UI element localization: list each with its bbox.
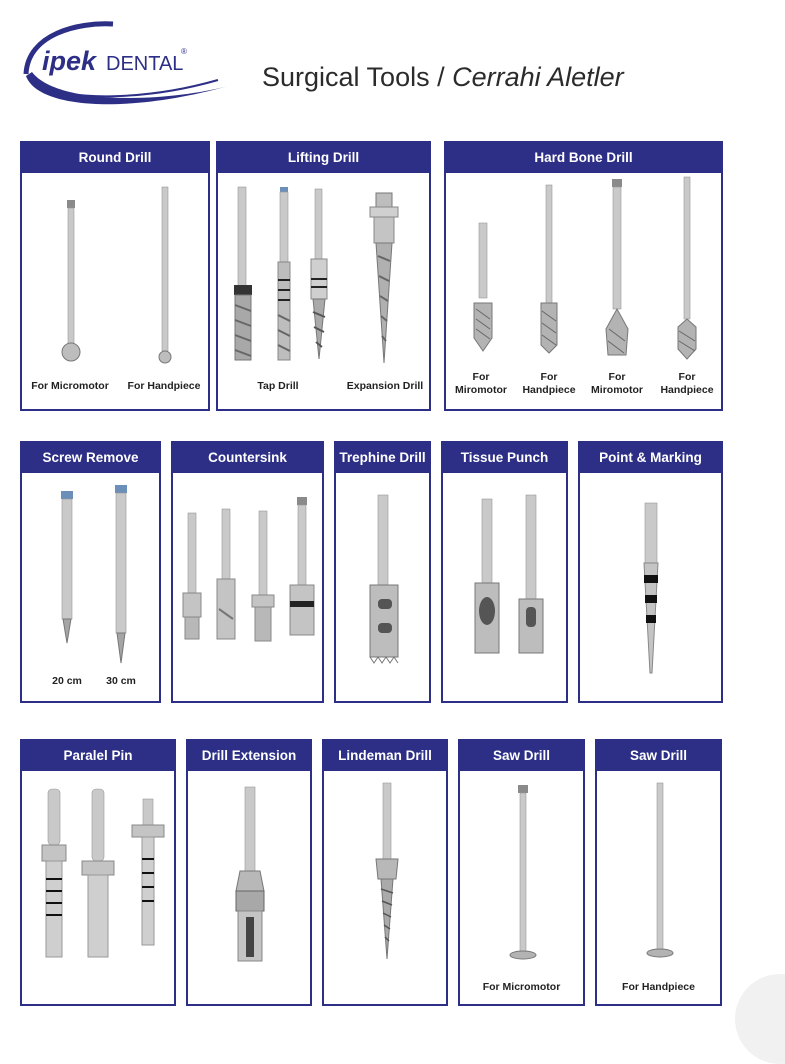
panel-title: Drill Extension bbox=[188, 741, 310, 771]
panel-trephine-drill bbox=[334, 441, 431, 703]
panel-tissue-punch bbox=[441, 441, 568, 703]
saw-drill-micromotor-image bbox=[508, 785, 538, 965]
saw-drill-handpiece-image bbox=[645, 783, 675, 963]
ipek-dental-logo bbox=[18, 14, 238, 114]
panel-title: Hard Bone Drill bbox=[446, 143, 721, 173]
panel-title: Saw Drill bbox=[460, 741, 583, 771]
panel-round-drill bbox=[20, 141, 210, 411]
caption-tap-drill: Tap Drill bbox=[257, 380, 299, 392]
screw-remove-20cm-image bbox=[52, 491, 82, 671]
panel-saw-drill-micromotor bbox=[458, 739, 585, 1006]
caption-for-handpiece: For Handpiece bbox=[622, 981, 695, 993]
paralel-pin-2-image bbox=[78, 789, 118, 961]
panel-title: Point & Marking bbox=[580, 443, 721, 473]
panel-saw-drill-handpiece bbox=[595, 739, 722, 1006]
page-title bbox=[262, 62, 624, 93]
paralel-pin-1-image bbox=[40, 789, 68, 961]
caption-for-micromotor: For Micromotor bbox=[482, 981, 561, 993]
caption-for-handpiece-2: For Handpiece bbox=[660, 371, 714, 396]
countersink-1-image bbox=[179, 513, 205, 653]
expansion-drill-image bbox=[364, 191, 404, 371]
hard-bone-drill-1-image bbox=[468, 223, 498, 353]
tissue-punch-2-image bbox=[513, 495, 549, 659]
hard-bone-drill-2-image bbox=[534, 185, 564, 355]
tap-drill-3-image bbox=[304, 187, 334, 367]
panel-title: Saw Drill bbox=[597, 741, 720, 771]
countersink-3-image bbox=[249, 511, 277, 651]
caption-30cm: 30 cm bbox=[106, 675, 136, 687]
panel-title: Lifting Drill bbox=[218, 143, 429, 173]
tap-drill-2-image bbox=[270, 185, 300, 365]
caption-20cm: 20 cm bbox=[52, 675, 82, 687]
countersink-4-image bbox=[287, 497, 317, 651]
tap-drill-1-image bbox=[228, 185, 258, 365]
panel-paralel-pin bbox=[20, 739, 176, 1006]
countersink-2-image bbox=[213, 509, 239, 653]
panel-title: Trephine Drill bbox=[336, 443, 429, 473]
panel-title: Lindeman Drill bbox=[324, 741, 446, 771]
title-main: Surgical Tools bbox=[262, 62, 430, 92]
lindeman-drill-image bbox=[372, 783, 402, 963]
caption-expansion-drill: Expansion Drill bbox=[346, 380, 424, 392]
panel-title: Countersink bbox=[173, 443, 322, 473]
logo-registered-mark: ® bbox=[181, 47, 187, 56]
paralel-pin-3-image bbox=[130, 799, 166, 949]
logo-name-light: DENTAL bbox=[106, 53, 184, 75]
caption-for-handpiece-1: For Handpiece bbox=[522, 371, 576, 396]
title-separator: / bbox=[429, 62, 453, 92]
caption-for-miromotor-1: For Miromotor bbox=[455, 371, 507, 396]
title-alt: Cerrahi Aletler bbox=[452, 62, 624, 92]
panel-title: Screw Remove bbox=[22, 443, 159, 473]
panel-lifting-drill bbox=[216, 141, 431, 411]
panel-hard-bone-drill bbox=[444, 141, 723, 411]
panel-drill-extension bbox=[186, 739, 312, 1006]
hard-bone-drill-4-image bbox=[672, 177, 702, 361]
drill-extension-image bbox=[230, 787, 270, 967]
trephine-drill-image bbox=[364, 495, 404, 665]
caption-for-micromotor: For Micromotor bbox=[31, 380, 109, 392]
caption-for-handpiece: For Handpiece bbox=[127, 380, 201, 392]
hard-bone-drill-3-image bbox=[602, 179, 632, 359]
logo-name-bold: ipek bbox=[42, 46, 97, 76]
panel-title: Paralel Pin bbox=[22, 741, 174, 771]
caption-for-miromotor-2: For Miromotor bbox=[591, 371, 643, 396]
panel-countersink bbox=[171, 441, 324, 703]
panel-title: Tissue Punch bbox=[443, 443, 566, 473]
panel-lindeman-drill bbox=[322, 739, 448, 1006]
screw-remove-30cm-image bbox=[106, 485, 136, 671]
panel-point-marking bbox=[578, 441, 723, 703]
point-marking-drill-image bbox=[638, 503, 664, 673]
panel-screw-remove bbox=[20, 441, 161, 703]
round-drill-micromotor-image bbox=[56, 198, 86, 368]
panel-title: Round Drill bbox=[22, 143, 208, 173]
corner-decoration bbox=[735, 974, 785, 1064]
tissue-punch-1-image bbox=[469, 499, 505, 659]
round-drill-handpiece-image bbox=[150, 187, 180, 367]
